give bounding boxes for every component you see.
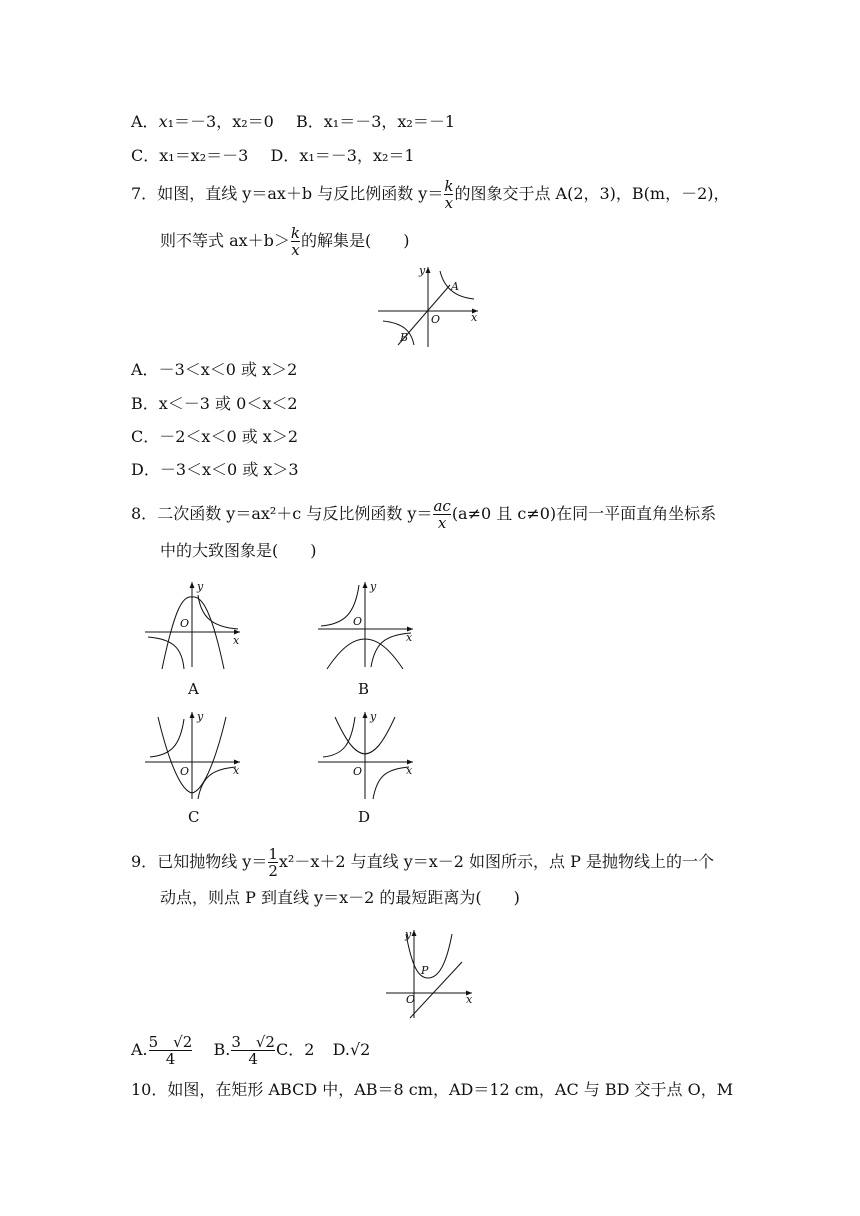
q7-fraction-2: [291, 225, 300, 258]
q9-option-b-den: 4: [231, 1050, 275, 1067]
q8-b-origin: O: [353, 615, 363, 628]
q9-number: 9．: [131, 852, 158, 871]
q6-option-a-x: x: [158, 112, 168, 131]
q8-stem-c: 中的大致图象是( ): [160, 541, 317, 560]
q9-stem-b: x²－x＋2 与直线 y＝x－2 如图所示，点 P 是抛物线上的一个: [278, 852, 714, 871]
q9-option-d: D.√2: [332, 1040, 371, 1059]
q8-c-origin: O: [180, 765, 190, 778]
q7-stem-a: 如图，直线 y＝ax＋b 与反比例函数 y＝: [157, 184, 444, 203]
q8-graph-d: [313, 707, 418, 802]
q7-option-c-text: －2＜x＜0 或 x＞2: [159, 427, 299, 446]
q7-number: 7．: [131, 184, 158, 203]
q9-stem-line1: [131, 846, 714, 879]
q7-stem-c: 则不等式 ax＋b＞: [160, 231, 290, 250]
q8-graph-c: [140, 707, 245, 802]
q9-options: [131, 1034, 370, 1067]
q6-option-b-text: x₁＝－3，x₂＝－1: [323, 112, 456, 131]
q9-option-a-label: A.: [131, 1040, 148, 1059]
q7-fig-x-label: x: [471, 311, 478, 324]
q8-frac-num: ac: [433, 497, 451, 515]
q8-number: 8．: [131, 504, 158, 523]
q8-graph-b: [313, 577, 418, 672]
q8-d-origin: O: [353, 765, 363, 778]
q7-frac2-num: k: [290, 224, 300, 242]
q9-option-a-den: 4: [149, 1050, 193, 1067]
q9-stem-line2: [160, 888, 520, 908]
q10-stem-line1: [131, 1080, 733, 1100]
q8-graph-a: [140, 577, 245, 672]
q7-option-a: [131, 360, 297, 380]
q9-option-a-frac: [149, 1034, 193, 1067]
q7-option-b-label: B．: [131, 394, 159, 413]
q8-frac-den: x: [433, 514, 450, 531]
q9-fig-y-label: y: [405, 928, 412, 941]
q8-c-x-label: x: [233, 764, 240, 777]
q8-b-x-label: x: [406, 631, 413, 644]
q9-frac-num: 1: [268, 845, 278, 863]
q7-figure: [378, 263, 483, 348]
q9-fraction: [268, 846, 278, 879]
q7-option-d-label: D．: [131, 460, 160, 479]
q9-fig-x-label: x: [466, 993, 473, 1006]
q7-option-b-text: x＜－3 或 0＜x＜2: [158, 394, 298, 413]
q7-stem-d: 的解集是( ): [301, 231, 410, 250]
q6-option-d-label: D．: [270, 146, 300, 165]
q7-fraction: [444, 178, 453, 211]
q7-option-b: [131, 394, 298, 414]
q7-option-a-label: A．: [131, 360, 159, 379]
q10-number: 10．: [131, 1080, 168, 1099]
q7-stem-line2: [160, 225, 410, 258]
q9-option-b-num: 3 √2: [231, 1033, 275, 1051]
q8-graph-a-caption: A: [188, 680, 199, 698]
q10-text: 如图，在矩形 ABCD 中，AB＝8 cm，AD＝12 cm，AC 与 BD 交于点 O，M: [167, 1080, 734, 1099]
q7-option-c-label: C．: [131, 427, 160, 446]
q8-c-y-label: y: [197, 710, 204, 723]
q7-frac2-den: x: [291, 241, 300, 259]
q8-a-origin: O: [180, 617, 190, 630]
q8-graph-b-caption: B: [358, 680, 370, 698]
q9-option-a-num: 5 √2: [148, 1033, 193, 1051]
q7-fig-point-b-label: B: [400, 331, 409, 344]
q7-fig-point-a-label: A: [451, 280, 459, 293]
q7-option-d: [131, 460, 299, 480]
q6-option-b-label: B．: [296, 112, 324, 131]
q9-option-b-frac: [231, 1034, 275, 1067]
q9-frac-den: 2: [268, 862, 278, 880]
q8-graph-c-caption: C: [188, 808, 200, 826]
q6-options-row2: [131, 146, 415, 166]
q9-option-b-label: B.: [213, 1040, 231, 1059]
q6-option-d-text: x₁＝－3，x₂＝1: [299, 146, 415, 165]
q9-option-c: C．2: [275, 1040, 315, 1059]
q8-d-y-label: y: [370, 710, 377, 723]
q8-b-y-label: y: [370, 580, 377, 593]
q8-a-x-label: x: [233, 634, 240, 647]
q7-stem-b: 的图象交于点 A(2，3)，B(m，－2)，: [454, 184, 730, 203]
q8-stem-b: (a≠0 且 c≠0)在同一平面直角坐标系: [451, 504, 717, 523]
q9-stem-a: 已知抛物线 y＝: [157, 852, 268, 871]
q7-fig-y-label: y: [419, 264, 426, 277]
q8-a-y-label: y: [197, 580, 204, 593]
q8-stem-line2: [160, 541, 317, 561]
q7-frac-num: k: [444, 177, 454, 195]
q8-fraction: [433, 498, 450, 531]
q9-fig-point-p-label: P: [421, 964, 429, 977]
q7-fig-origin-label: O: [431, 313, 441, 326]
q8-stem-a: 二次函数 y＝ax²＋c 与反比例函数 y＝: [157, 504, 433, 523]
q8-d-x-label: x: [406, 764, 413, 777]
q6-option-c-text: x₁＝x₂＝－3: [159, 146, 249, 165]
q6-option-a-text: ₁＝－3，x₂＝0: [167, 112, 274, 131]
q9-stem-c: 动点，则点 P 到直线 y＝x－2 的最短距离为( ): [160, 888, 520, 907]
q7-frac-den: x: [444, 194, 454, 212]
q7-stem-line1: [131, 178, 730, 211]
q8-graph-d-caption: D: [358, 808, 371, 826]
q7-option-a-text: －3＜x＜0 或 x＞2: [158, 360, 298, 379]
q8-stem-line1: [131, 498, 716, 531]
q7-option-c: [131, 427, 298, 447]
q6-option-c-label: C．: [131, 146, 160, 165]
q9-figure: [384, 926, 476, 1022]
q7-option-d-text: －3＜x＜0 或 x＞3: [159, 460, 299, 479]
q6-options-row1: [131, 112, 455, 132]
q9-fig-origin-label: O: [406, 993, 416, 1006]
q6-option-a-label: A．: [131, 112, 159, 131]
